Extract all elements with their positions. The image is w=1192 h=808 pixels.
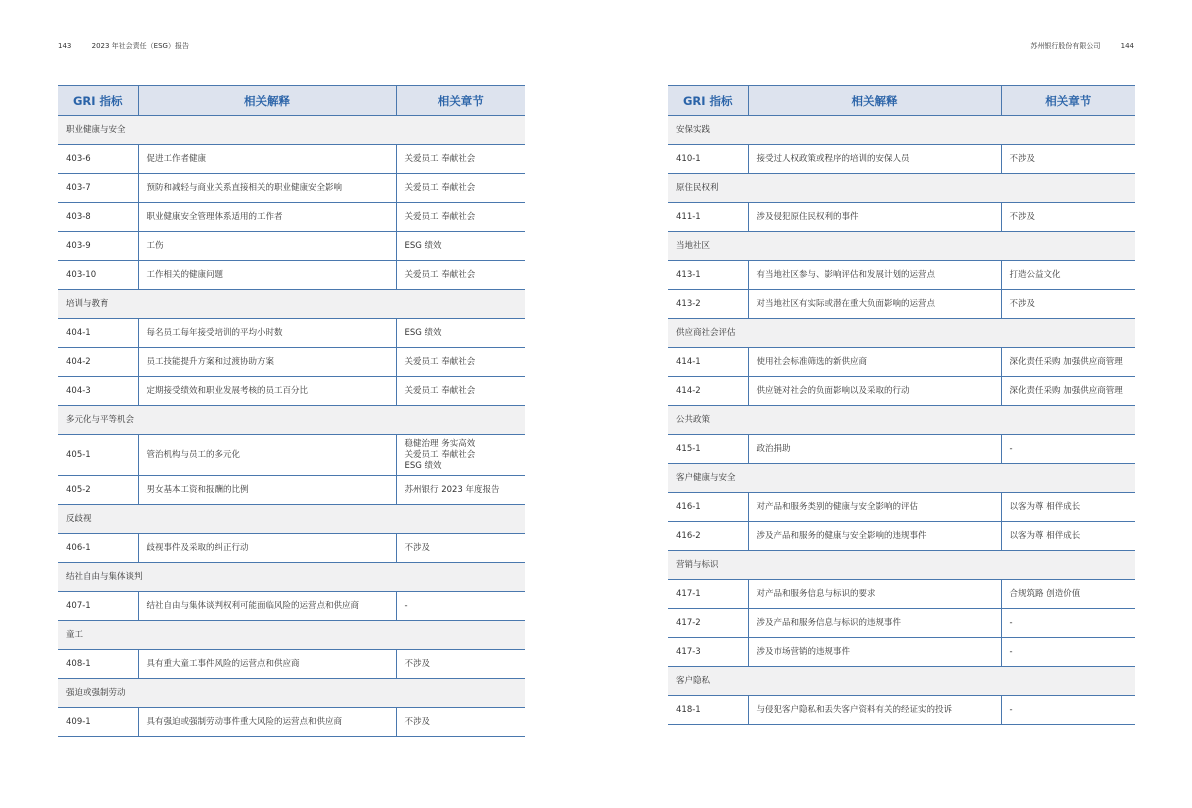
section-cell: - (1001, 638, 1135, 667)
table-row (58, 592, 525, 621)
explanation-cell: 涉及侵犯原住民权利的事件 (748, 203, 1001, 232)
explanation-cell: 员工技能提升方案和过渡协助方案 (138, 348, 396, 377)
category-row (58, 621, 525, 650)
explanation-cell: 对产品和服务类别的健康与安全影响的评估 (748, 493, 1001, 522)
explanation-cell: 歧视事件及采取的纠正行动 (138, 534, 396, 563)
table-row (668, 522, 1135, 551)
section-cell: - (1001, 609, 1135, 638)
explanation-cell: 工作相关的健康问题 (138, 261, 396, 290)
gri-code-cell: 405-2 (58, 476, 138, 505)
explanation-cell: 定期接受绩效和职业发展考核的员工百分比 (138, 377, 396, 406)
section-cell: 关爱员工 奉献社会 (396, 348, 525, 377)
category-label: 培训与教育 (58, 290, 525, 319)
category-row (668, 174, 1135, 203)
table-row (668, 203, 1135, 232)
section-cell: - (1001, 696, 1135, 725)
category-label: 职业健康与安全 (58, 116, 525, 145)
section-cell: 不涉及 (396, 708, 525, 737)
category-label: 当地社区 (668, 232, 1135, 261)
explanation-cell: 具有强迫或强制劳动事件重大风险的运营点和供应商 (138, 708, 396, 737)
category-row (668, 406, 1135, 435)
gri-code-cell: 404-2 (58, 348, 138, 377)
gri-code-cell: 404-3 (58, 377, 138, 406)
table-row (58, 319, 525, 348)
explanation-cell: 结社自由与集体谈判权利可能面临风险的运营点和供应商 (138, 592, 396, 621)
gri-code-cell: 414-1 (668, 348, 748, 377)
explanation-cell: 管治机构与员工的多元化 (138, 435, 396, 476)
section-cell: 不涉及 (396, 650, 525, 679)
gri-code-cell: 417-3 (668, 638, 748, 667)
gri-code-cell: 413-1 (668, 261, 748, 290)
section-cell: 不涉及 (1001, 145, 1135, 174)
table-header-row (668, 86, 1135, 116)
gri-code-cell: 403-8 (58, 203, 138, 232)
table-row (58, 650, 525, 679)
table-header-row (58, 86, 525, 116)
gri-code-cell: 417-1 (668, 580, 748, 609)
table-row (58, 708, 525, 737)
gri-code-cell: 411-1 (668, 203, 748, 232)
page-header-right (1030, 41, 1134, 51)
table-row (668, 638, 1135, 667)
category-label: 反歧视 (58, 505, 525, 534)
category-row (668, 464, 1135, 493)
category-label: 安保实践 (668, 116, 1135, 145)
section-cell: 关爱员工 奉献社会 (396, 377, 525, 406)
section-cell: 不涉及 (1001, 203, 1135, 232)
table-row (668, 580, 1135, 609)
gri-code-cell: 413-2 (668, 290, 748, 319)
gri-code-cell: 418-1 (668, 696, 748, 725)
page-number-left: 143 (58, 42, 72, 50)
explanation-cell: 职业健康安全管理体系适用的工作者 (138, 203, 396, 232)
gri-code-cell: 414-2 (668, 377, 748, 406)
category-row (668, 232, 1135, 261)
explanation-cell: 供应链对社会的负面影响以及采取的行动 (748, 377, 1001, 406)
category-label: 原住民权利 (668, 174, 1135, 203)
table-row (58, 174, 525, 203)
table-row (668, 696, 1135, 725)
section-cell: 关爱员工 奉献社会 (396, 145, 525, 174)
explanation-cell: 涉及市场营销的违规事件 (748, 638, 1001, 667)
section-cell: 关爱员工 奉献社会 (396, 261, 525, 290)
section-cell: 不涉及 (396, 534, 525, 563)
table-row (58, 261, 525, 290)
category-label: 客户隐私 (668, 667, 1135, 696)
page-header-left (58, 41, 189, 51)
section-cell: 深化责任采购 加强供应商管理 (1001, 348, 1135, 377)
gri-index-table-left (58, 85, 525, 737)
gri-index-table-right (668, 85, 1135, 725)
gri-code-cell: 403-6 (58, 145, 138, 174)
category-row (668, 319, 1135, 348)
page-number-right: 144 (1120, 42, 1134, 50)
gri-code-cell: 416-2 (668, 522, 748, 551)
section-cell: 关爱员工 奉献社会 (396, 203, 525, 232)
column-header-section: 相关章节 (396, 86, 525, 116)
column-header-explanation: 相关解释 (138, 86, 396, 116)
report-title: 2023 年社会责任（ESG）报告 (91, 42, 189, 50)
category-label: 多元化与平等机会 (58, 406, 525, 435)
category-row (668, 116, 1135, 145)
column-header-gri: GRI 指标 (58, 86, 138, 116)
category-label: 客户健康与安全 (668, 464, 1135, 493)
gri-code-cell: 410-1 (668, 145, 748, 174)
category-row (58, 116, 525, 145)
gri-code-cell: 405-1 (58, 435, 138, 476)
gri-code-cell: 408-1 (58, 650, 138, 679)
explanation-cell: 涉及产品和服务信息与标识的违规事件 (748, 609, 1001, 638)
section-cell: 合规筑路 创造价值 (1001, 580, 1135, 609)
table-row (58, 377, 525, 406)
gri-code-cell: 403-7 (58, 174, 138, 203)
category-label: 营销与标识 (668, 551, 1135, 580)
section-cell: 深化责任采购 加强供应商管理 (1001, 377, 1135, 406)
explanation-cell: 男女基本工资和报酬的比例 (138, 476, 396, 505)
category-label: 供应商社会评估 (668, 319, 1135, 348)
section-cell: - (1001, 435, 1135, 464)
gri-code-cell: 403-9 (58, 232, 138, 261)
section-cell: 稳健治理 务实高效 关爱员工 奉献社会 ESG 绩效 (396, 435, 525, 476)
category-row (58, 679, 525, 708)
table-row (58, 476, 525, 505)
section-cell: 不涉及 (1001, 290, 1135, 319)
gri-code-cell: 417-2 (668, 609, 748, 638)
category-row (58, 290, 525, 319)
column-header-gri: GRI 指标 (668, 86, 748, 116)
explanation-cell: 具有重大童工事件风险的运营点和供应商 (138, 650, 396, 679)
gri-code-cell: 406-1 (58, 534, 138, 563)
table-row (668, 290, 1135, 319)
section-cell: 苏州银行 2023 年度报告 (396, 476, 525, 505)
table-row (668, 261, 1135, 290)
explanation-cell: 对产品和服务信息与标识的要求 (748, 580, 1001, 609)
column-header-section: 相关章节 (1001, 86, 1135, 116)
table-row (58, 145, 525, 174)
gri-code-cell: 416-1 (668, 493, 748, 522)
section-cell: 以客为尊 相伴成长 (1001, 493, 1135, 522)
table-row (58, 232, 525, 261)
explanation-cell: 对当地社区有实际或潜在重大负面影响的运营点 (748, 290, 1001, 319)
explanation-cell: 预防和减轻与商业关系直接相关的职业健康安全影响 (138, 174, 396, 203)
gri-code-cell: 404-1 (58, 319, 138, 348)
section-cell: 以客为尊 相伴成长 (1001, 522, 1135, 551)
table-row (58, 435, 525, 476)
category-row (668, 551, 1135, 580)
table-row (668, 377, 1135, 406)
explanation-cell: 政治捐助 (748, 435, 1001, 464)
table-row (58, 203, 525, 232)
table-row (668, 435, 1135, 464)
category-row (58, 406, 525, 435)
table-row (58, 348, 525, 377)
explanation-cell: 与侵犯客户隐私和丢失客户资料有关的经证实的投诉 (748, 696, 1001, 725)
section-cell: ESG 绩效 (396, 319, 525, 348)
category-label: 公共政策 (668, 406, 1135, 435)
explanation-cell: 促进工作者健康 (138, 145, 396, 174)
explanation-cell: 每名员工每年接受培训的平均小时数 (138, 319, 396, 348)
section-cell: - (396, 592, 525, 621)
gri-code-cell: 415-1 (668, 435, 748, 464)
section-cell: ESG 绩效 (396, 232, 525, 261)
explanation-cell: 涉及产品和服务的健康与安全影响的违规事件 (748, 522, 1001, 551)
table-row (668, 609, 1135, 638)
gri-code-cell: 409-1 (58, 708, 138, 737)
gri-code-cell: 407-1 (58, 592, 138, 621)
gri-code-cell: 403-10 (58, 261, 138, 290)
category-label: 童工 (58, 621, 525, 650)
table-row (668, 348, 1135, 377)
category-label: 结社自由与集体谈判 (58, 563, 525, 592)
explanation-cell: 有当地社区参与、影响评估和发展计划的运营点 (748, 261, 1001, 290)
explanation-cell: 使用社会标准筛选的新供应商 (748, 348, 1001, 377)
category-row (58, 563, 525, 592)
section-cell: 打造公益文化 (1001, 261, 1135, 290)
company-name: 苏州银行股份有限公司 (1030, 42, 1101, 50)
explanation-cell: 接受过人权政策或程序的培训的安保人员 (748, 145, 1001, 174)
table-row (668, 493, 1135, 522)
category-label: 强迫或强制劳动 (58, 679, 525, 708)
category-row (668, 667, 1135, 696)
table-row (58, 534, 525, 563)
column-header-explanation: 相关解释 (748, 86, 1001, 116)
section-cell: 关爱员工 奉献社会 (396, 174, 525, 203)
table-row (668, 145, 1135, 174)
category-row (58, 505, 525, 534)
explanation-cell: 工伤 (138, 232, 396, 261)
